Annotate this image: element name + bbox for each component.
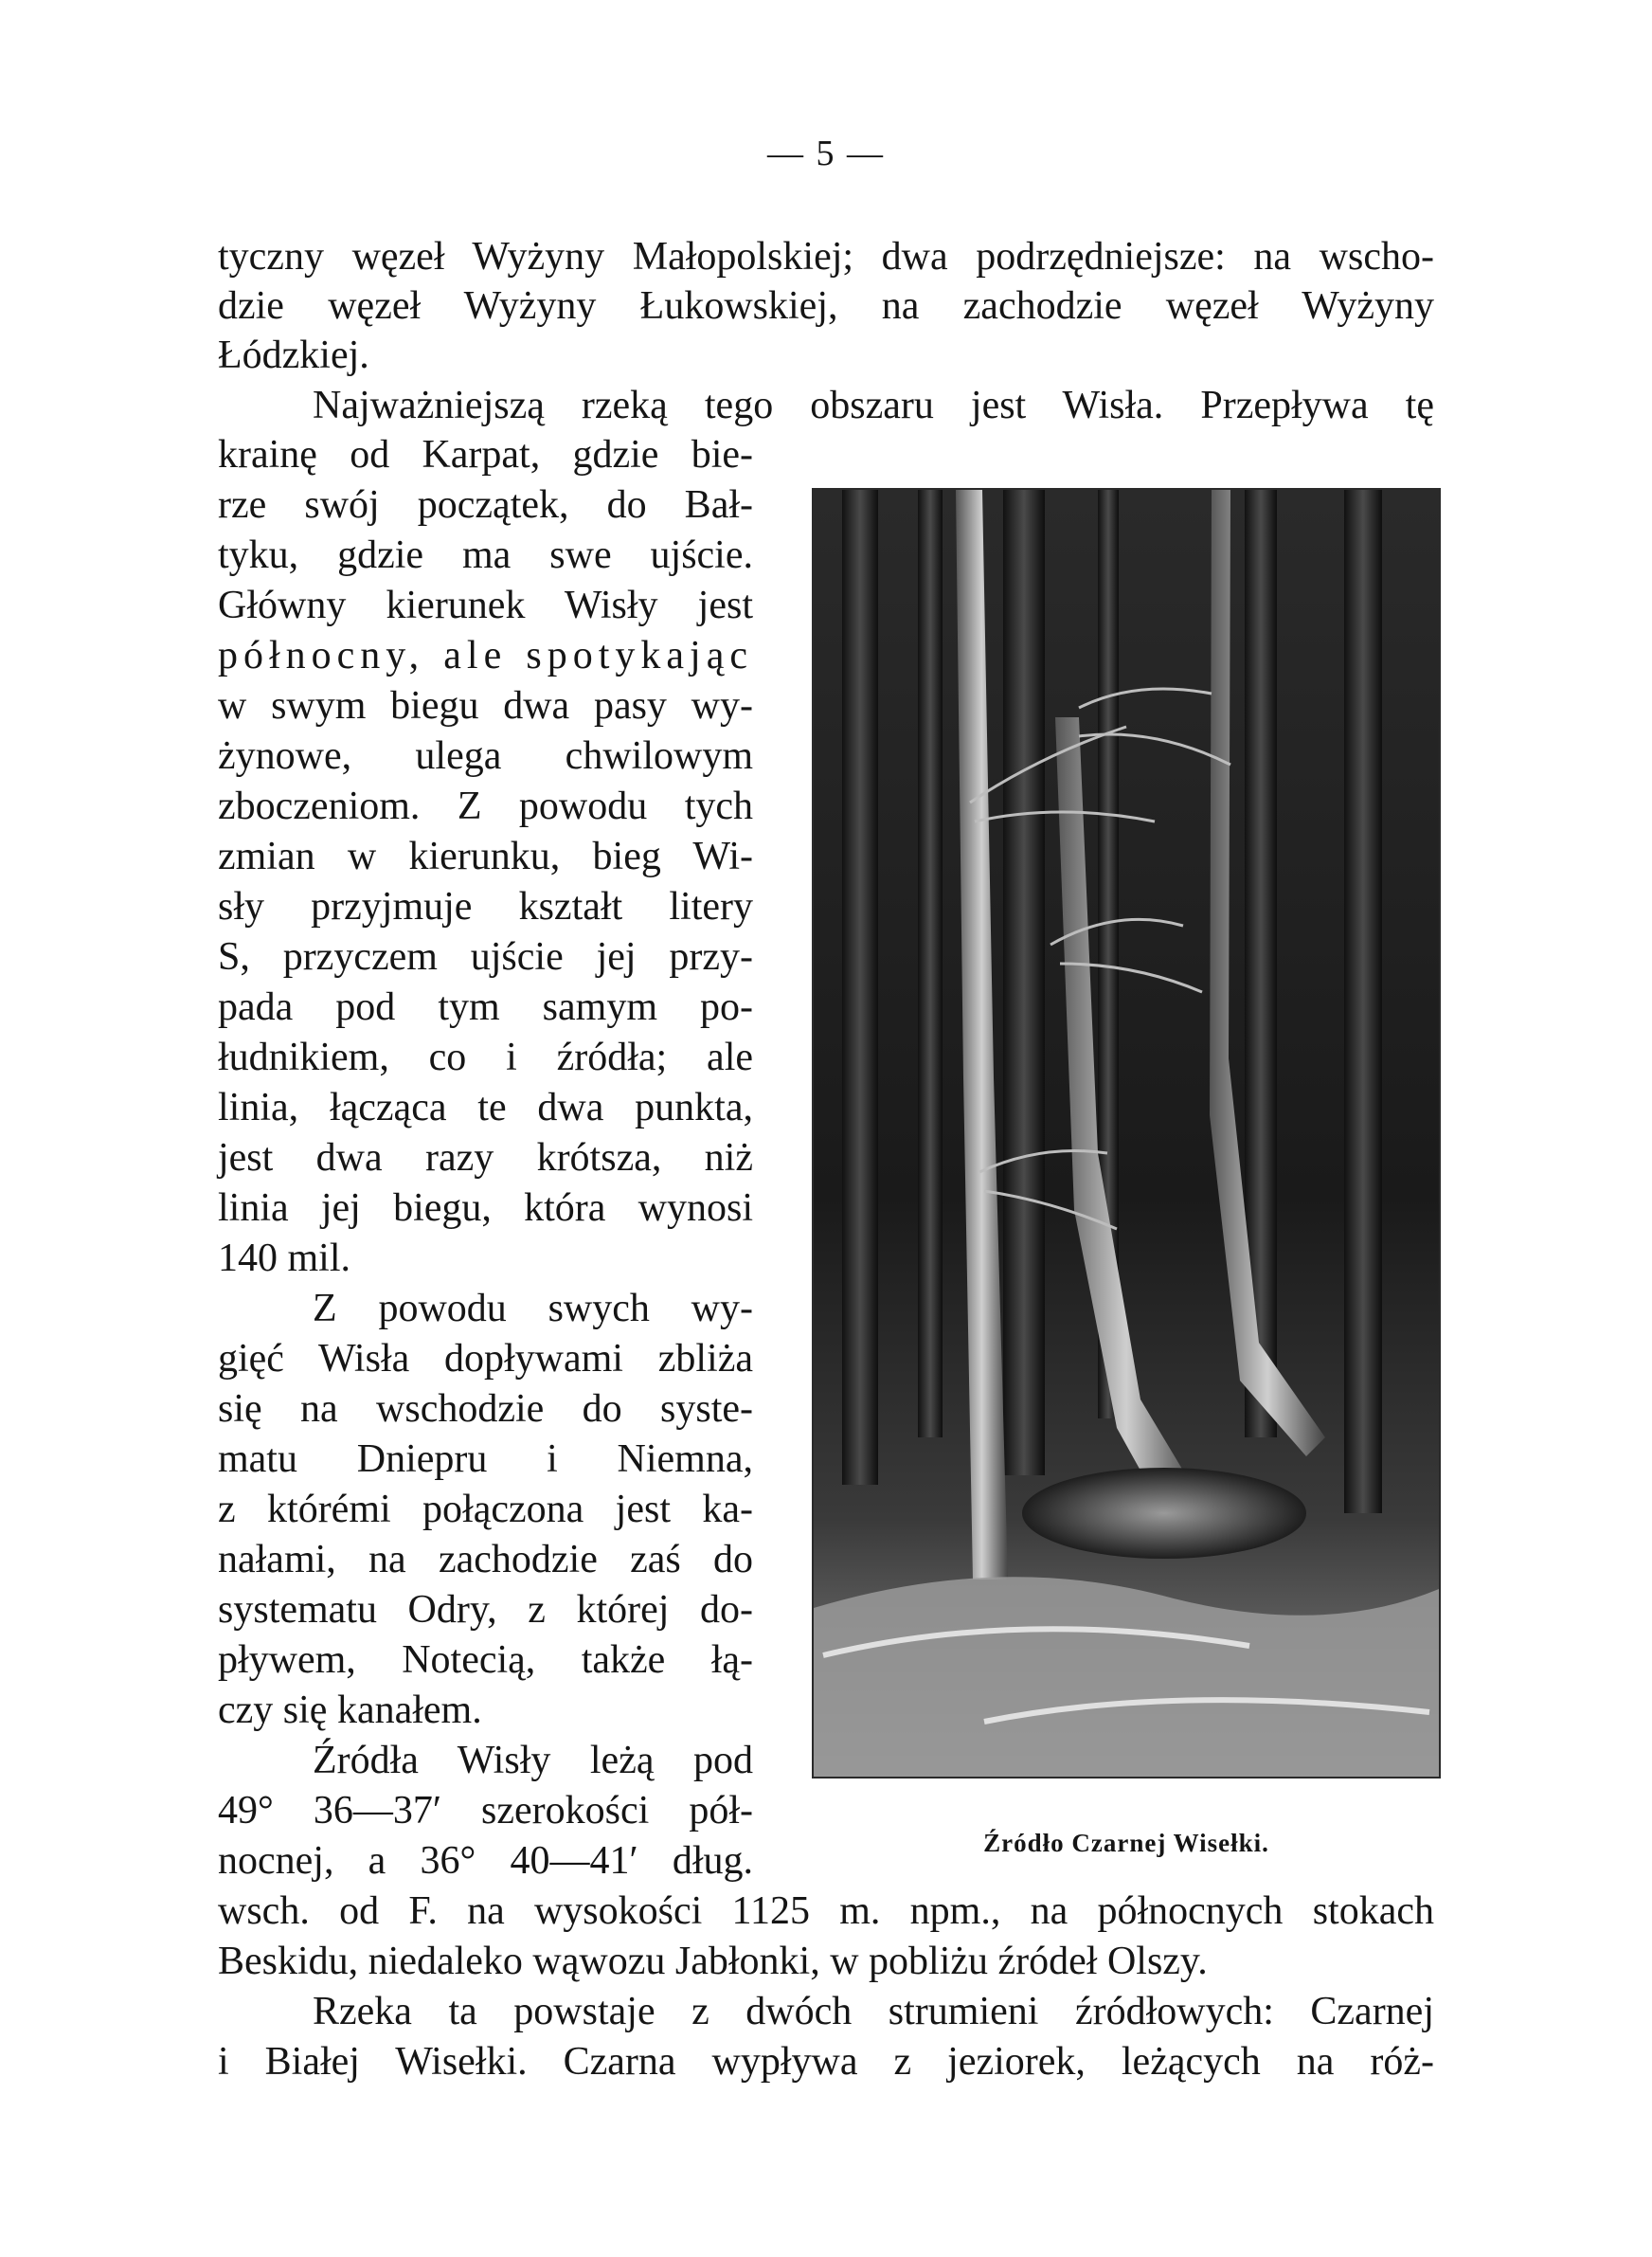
text-line: i Białej Wisełki. Czarna wypływa z jeziorek, leżących na róż- (218, 2040, 1434, 2084)
text-line: wsch. od F. na wysokości 1125 m. npm., na północnych stokach (218, 1889, 1434, 1933)
text-line: pływem, Notecią, także łą- (218, 1638, 753, 1682)
text-line: tyczny węzeł Wyżyny Małopolskiej; dwa podrzędniejsze: na wscho- (218, 235, 1434, 279)
text-line: nocnej, a 36° 40—41′ dług. (218, 1839, 753, 1883)
text-line: w swym biegu dwa pasy wy- (218, 684, 753, 728)
text-line: linia, łącząca te dwa punkta, (218, 1086, 753, 1129)
text-line: Najważniejszą rzeką tego obszaru jest Wisła. Przepływa tę (313, 384, 1434, 427)
text-line: 49° 36—37′ szerokości pół- (218, 1789, 753, 1833)
text-line: matu Dniepru i Niemna, (218, 1437, 753, 1481)
text-line: 140 mil. (218, 1237, 351, 1280)
text-line: linia jej biegu, która wynosi (218, 1186, 753, 1230)
text-line: S, przyczem ujście jej przy- (218, 935, 753, 979)
text-line: Źródła Wisły leżą pod (313, 1739, 753, 1782)
figure-caption: Źródło Czarnej Wisełki. (983, 1829, 1269, 1857)
text-line: rze swój początek, do Bał- (218, 483, 753, 527)
text-line: krainę od Karpat, gdzie bie- (218, 433, 753, 477)
text-line: tyku, gdzie ma swe ujście. (218, 533, 753, 577)
text-line: zboczeniom. Z powodu tych (218, 785, 753, 828)
forest-engraving (812, 488, 1441, 1779)
text-line: nałami, na zachodzie zaś do (218, 1538, 753, 1581)
text-line: Główny kierunek Wisły jest (218, 584, 753, 627)
text-line: zmian w kierunku, bieg Wi- (218, 835, 753, 878)
text-line: czy się kanałem. (218, 1688, 482, 1732)
text-line: Z powodu swych wy- (313, 1287, 753, 1330)
text-line: się na wschodzie do syste- (218, 1387, 753, 1431)
spring-pool (1022, 1468, 1306, 1559)
text-line: z którémi połączona jest ka- (218, 1488, 753, 1531)
text-line: żynowe, ulega chwilowym (218, 734, 753, 778)
page-number: — 5 — (767, 134, 885, 173)
text-line: Beskidu, niedaleko wąwozu Jabłonki, w pobliżu źródeł Olszy. (218, 1940, 1208, 1983)
text-line: dzie węzeł Wyżyny Łukowskiej, na zachodzie węzeł Wyżyny (218, 284, 1434, 328)
text-line: północny, ale spotykając (218, 634, 753, 677)
text-line: sły przyjmuje kształt litery (218, 885, 753, 929)
text-line: pada pod tym samym po- (218, 985, 753, 1029)
text-line: systematu Odry, z której do- (218, 1588, 753, 1632)
text-line: Rzeka ta powstaje z dwóch strumieni źródłowych: Czarnej (313, 1990, 1434, 2033)
text-line: gięć Wisła dopływami zbliża (218, 1337, 753, 1381)
text-line: jest dwa razy krótsza, niż (218, 1136, 753, 1180)
text-line: Łódzkiej. (218, 334, 369, 377)
forest-illustration (814, 490, 1439, 1777)
text-line: łudnikiem, co i źródła; ale (218, 1036, 753, 1079)
